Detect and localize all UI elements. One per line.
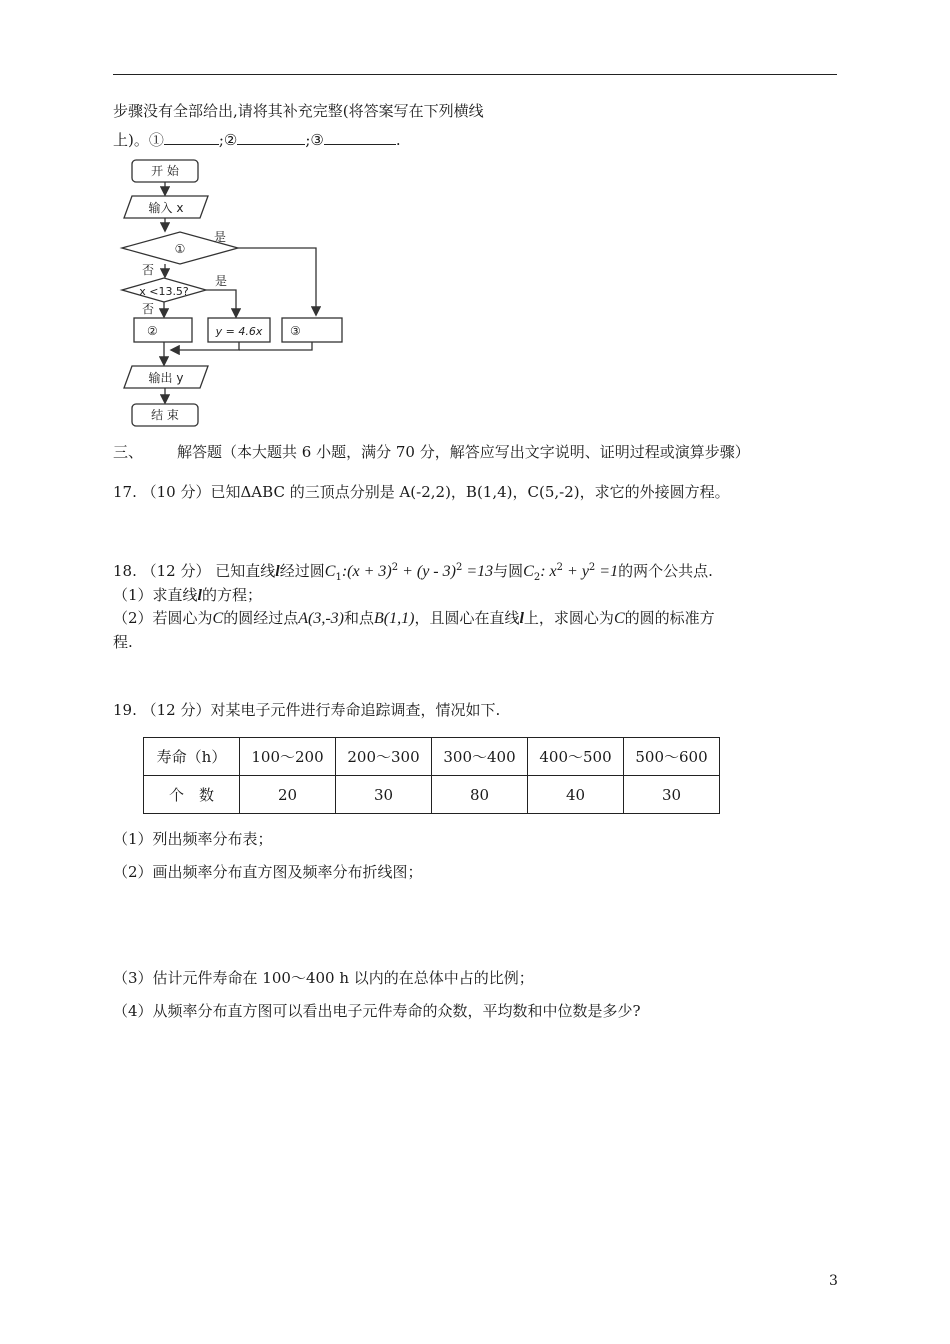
question-19-text: 19. （12 分）对某电子元件进行寿命追踪调查，情况如下. [113,701,501,719]
q18-part-2-cont [113,632,133,652]
merge-line [239,342,312,350]
question-17-text: 17. （10 分）已知ΔABC 的三顶点分别是 A(-2,2)，B(1,4)，C(5,-2)，求它的外接圆方程。 [113,483,730,501]
table-cell: 40 [528,776,624,814]
intro-line-2 [113,130,401,150]
q19-part-4-text: （4）从频率分布直方图可以看出电子元件寿命的众数，平均数和中位数是多少? [113,1002,641,1020]
q19-part-2 [113,862,423,882]
table-header-cell: 寿命（h） [144,738,240,776]
decision-1-label: ① [174,242,186,256]
line-l-symbol: l [275,563,280,580]
lifetime-table [143,737,720,814]
center-c-symbol: C [613,610,625,627]
input-label: 输入 x [148,201,184,215]
table-cell: 80 [432,776,528,814]
merge-line [172,342,239,350]
point-b: B(1,1) [374,610,415,627]
q19-part-2-text: （2）画出频率分布直方图及频率分布折线图； [113,863,423,881]
q18-part-2-text: 和点 [344,609,375,627]
intro-blank-label-3: ;③ [305,131,324,149]
section-3-number: 三、 [113,443,144,461]
q19-part-1 [113,829,273,849]
exponent: 2 [556,562,564,573]
answer-blank-3 [324,130,396,145]
page-number: 3 [829,1273,838,1289]
c2-equation-part: + y [563,563,589,580]
intro-line-1 [113,101,484,121]
process-box-2-label: ② [147,324,158,338]
process-box-y-label: y = 4.6x [215,325,263,338]
answer-blank-1 [164,130,219,145]
q18-part-2-text: 程. [113,633,133,651]
intro-blank-label-1: 上)。① [113,131,164,149]
intro-period: . [395,131,401,149]
q18-text: 与圆 [493,562,524,580]
table-cell: 30 [624,776,720,814]
table-cell: 个 数 [144,776,240,814]
line-l-symbol: l [197,587,202,604]
question-17 [113,482,730,502]
q18-part-2-text: 的圆经过点 [223,609,299,627]
q18-text: 经过圆 [279,562,325,580]
header-rule [113,74,837,75]
table-cell: 30 [336,776,432,814]
q18-part-2-text: 上，求圆心为 [523,609,614,627]
point-a: A(3,-3) [298,610,344,627]
q19-part-3 [113,968,534,988]
center-c-symbol: C [212,610,224,627]
start-label: 开 始 [151,164,179,178]
q18-part-1-text: （1）求直线 [113,586,198,604]
c1-equation-part: :(x + 3) [341,563,392,580]
flowchart [112,152,352,432]
no-1-label: 否 [142,263,155,277]
q19-part-1-text: （1）列出频率分布表； [113,830,273,848]
yes-2-label: 是 [215,274,228,288]
intro-blank-label-2: ;② [218,131,238,149]
yes-1-label: 是 [214,230,227,244]
exponent: 2 [588,562,596,573]
c2-equation-part: =1 [595,563,619,580]
section-3-title: 解答题（本大题共 6 小题，满分 70 分，解答应写出文字说明、证明过程或演算步骤） [177,443,750,461]
q18-text: 的两个公共点. [618,562,713,580]
table-header-cell: 500～600 [624,738,720,776]
q18-part-2 [113,608,715,629]
c2-equation-part: : x [540,563,557,580]
circle-c2-symbol: C [523,563,534,580]
q18-part-1-text: 的方程； [202,586,263,604]
circle-c1-symbol: C [324,563,336,580]
q18-number: 18. [113,562,137,580]
q18-part-2-text: （2）若圆心为 [113,609,213,627]
exponent: 2 [455,562,463,573]
q18-text: 已知直线 [215,562,276,580]
q19-part-3-text: （3）估计元件寿命在 100～400 h 以内的在总体中占的比例； [113,969,534,987]
c1-subscript: 1 [335,572,342,583]
table-header-cell: 300～400 [432,738,528,776]
yes-1-branch [238,248,316,314]
q18-score: （12 分） [141,562,211,580]
q18-part-1 [113,585,262,606]
exponent: 2 [391,562,399,573]
process-box-3-label: ③ [290,324,301,338]
table-cell: 20 [240,776,336,814]
table-header-cell: 400～500 [528,738,624,776]
table-row [144,738,720,776]
section-3-heading [113,442,750,462]
q19-part-4 [113,1001,641,1021]
no-2-label: 否 [142,302,155,316]
c1-equation-part: + (y - 3) [398,563,456,580]
table-header-cell: 200～300 [336,738,432,776]
c2-subscript: 2 [533,572,541,583]
table-row [144,776,720,814]
decision-2-label: x <13.5? [139,285,189,298]
q18-part-2-text: ，且圆心在直线 [414,609,520,627]
answer-blank-2 [237,130,305,145]
end-label: 结 束 [151,408,179,422]
question-18 [113,558,713,588]
question-19 [113,700,500,720]
yes-2-branch [206,290,236,316]
process-box-2 [134,318,192,342]
table-header-cell: 100～200 [240,738,336,776]
line-l-symbol: l [519,610,524,627]
intro-text: 步骤没有全部给出,请将其补充完整(将答案写在下列横线 [113,102,484,120]
c1-equation-part: =13 [462,563,494,580]
q18-part-2-text: 的圆的标准方 [624,609,715,627]
output-label: 输出 y [148,371,184,385]
